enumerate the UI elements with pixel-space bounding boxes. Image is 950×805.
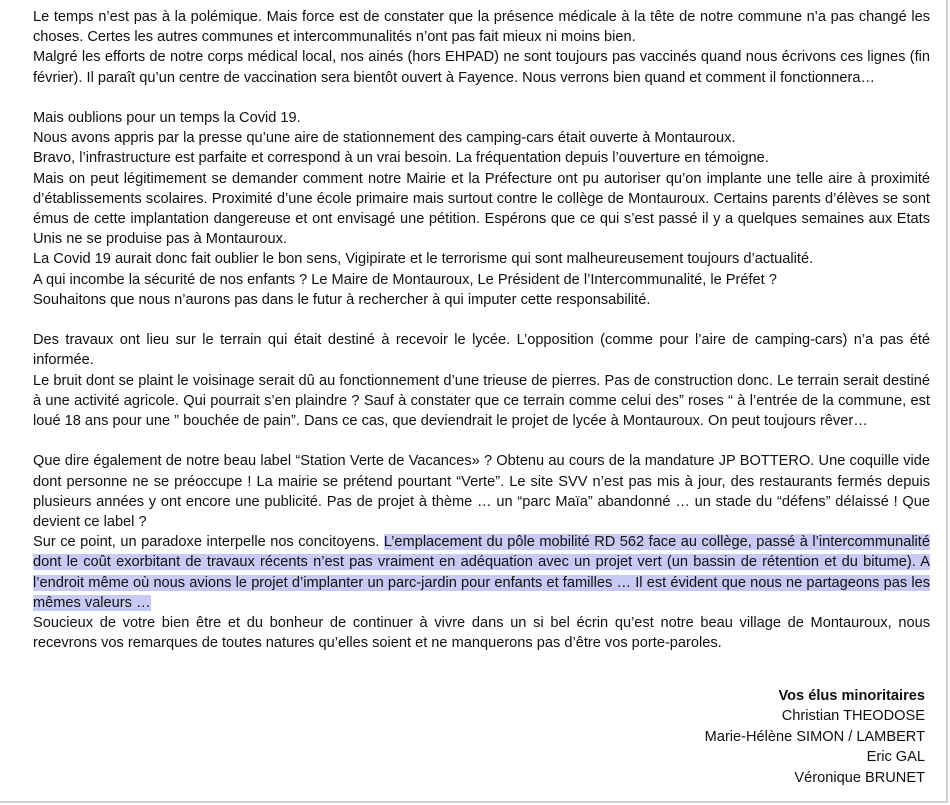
paragraph: Le temps n’est pas à la polémique. Mais force est de constater que la présence médicale à la tête de notre commune n’a pas changé les choses. Certes les autres communes et intercommunalités n’ont pas fait mieux ni moins bien. (33, 9, 930, 46)
paragraph: Malgré les efforts de notre corps médical local, nos ainés (hors EHPAD) ne sont toujours pas vaccinés quand nous écrivons ces lignes (fin février). Il paraît qu’un centre de vaccination sera bientôt ouvert à Fayence. Nous verrons bien quand et comment il fonctionnera… (33, 49, 930, 86)
signature-name: Véronique BRUNET (794, 769, 925, 786)
signature-title: Vos élus minoritaires (778, 688, 925, 704)
signature-name: Christian THEODOSE (781, 708, 925, 725)
paragraph: Mais on peut légitimement se demander comment notre Mairie et la Préfecture ont pu autoriser qu’on implante une telle aire à proximité d’établissements scolaires. Proximité d’une école primaire mais surtout contre le collège de Montauroux. Certains parents d’élèves se sont émus de cette implantation dangereuse et ont envisagé une pétition. Espérons que ce qui s’est passé il y a quelques semaines aux Etats Unis ne se produise pas à Montauroux. (33, 170, 930, 248)
paragraph: Des travaux ont lieu sur le terrain qui était destiné à recevoir le lycée. L’opposition (comme pour l’aire de camping-cars) n’a pas été informée. (33, 332, 930, 369)
signature-name: Eric GAL (866, 749, 925, 766)
signature-block (705, 686, 925, 788)
paragraph: La Covid 19 aurait donc fait oublier le bon sens, Vigipirate et le terrorisme qui sont malheureusement toujours d’actualité. (33, 251, 814, 268)
highlighted-paragraph (33, 532, 930, 613)
text-selection-highlight[interactable]: L’emplacement du pôle mobilité RD 562 face au collège, passé à l’intercommunalité dont le coût exorbitant de travaux récents n’est pas vraiment en adéquation avec un projet vert (un bassin de rétention et du bitume). A l’endroit même où nous avions le projet d’implanter un parc-jardin pour enfants et familles … Il est évident que nous ne partageons pas les mêmes valeurs … (33, 534, 930, 611)
paragraph-intro: Sur ce point, un paradoxe interpelle nos concitoyens. (33, 534, 384, 551)
paragraph-gap (33, 431, 930, 451)
paragraph-gap (33, 310, 930, 330)
paragraph: Mais oublions pour un temps la Covid 19. (33, 110, 301, 126)
signature-name: Marie-Hélène SIMON / LAMBERT (704, 728, 925, 745)
paragraph: Le bruit dont se plaint le voisinage serait dû au fonctionnement d’une trieuse de pierres. Pas de construction donc. Le terrain serait destiné à une activité agricole. Qui pourrait s’en plaindre ? Sauf à constater que ce terrain comme celui des” roses “ à l’entrée de la commune, est loué 18 ans pour une ” bouchée de pain”. Dans ce cas, que deviendrait le projet de lycée à Montauroux. On peut toujours rêver… (33, 372, 930, 430)
paragraph-gap (33, 88, 930, 108)
paragraph: A qui incombe la sécurité de nos enfants ? Le Maire de Montauroux, Le Président de l’Intercommunalité, le Préfet ? (33, 271, 777, 288)
document-body (33, 7, 930, 653)
closing-paragraph: Soucieux de votre bien être et du bonheur de continuer à vivre dans un si bel écrin qu’est notre beau village de Montauroux, nous recevrons vos remarques de toutes natures qu’elles soient et ne manquerons pas d’être vos porte-paroles. (33, 615, 930, 652)
paragraph: Bravo, l’infrastructure est parfaite et correspond à un vrai besoin. La fréquentation depuis l’ouverture en témoigne. (33, 150, 769, 167)
paragraph: Que dire également de notre beau label “Station Verte de Vacances» ? Obtenu au cours de la mandature JP BOTTERO. Une coquille vide dont personne ne se préoccupe ! La mairie se prétend pourtant “Verte”. Le site SVV n’est pas mis à jour, des restaurants fermés depuis plusieurs années y ont encore une publicité. Pas de projet à thème … un “parc Maïa” abandonné … un stade du “défens” délaissé ! Que devient ce label ? (33, 453, 930, 531)
paragraph: Nous avons appris par la presse qu’une aire de stationnement des camping-cars était ouverte à Montauroux. (33, 130, 736, 147)
paragraph: Souhaitons que nous n’aurons pas dans le futur à rechercher à qui imputer cette responsabilité. (33, 291, 651, 308)
